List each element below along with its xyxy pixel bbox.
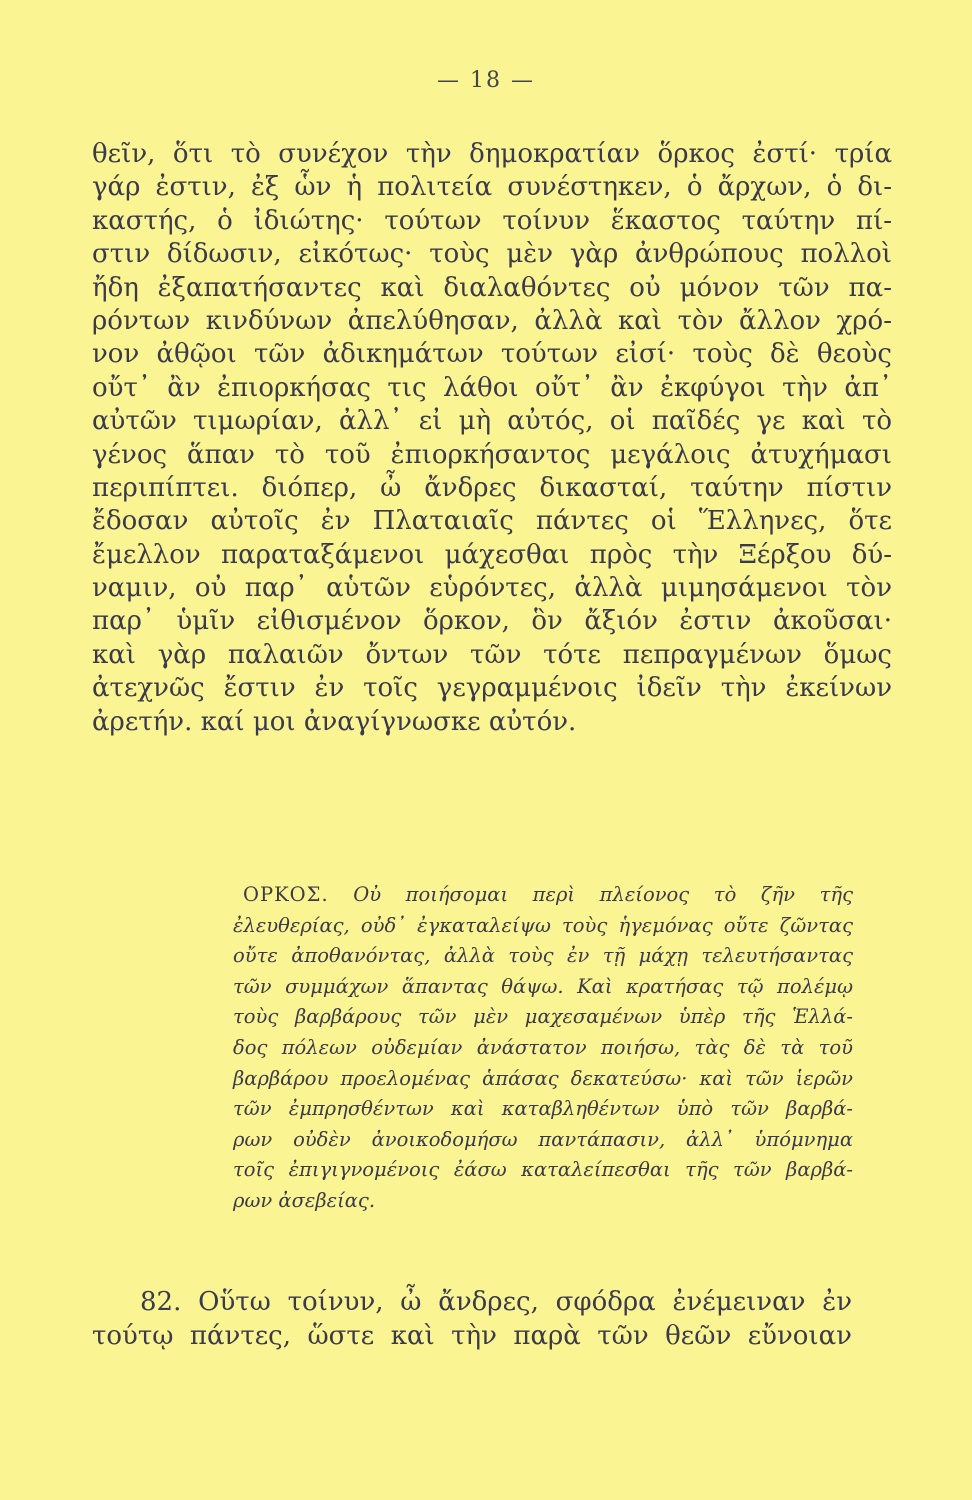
text-line: θεῖν, ὅτι τὸ συνέχον τὴν δημοκρατίαν ὅρκος ἐστί· τρία [92, 139, 892, 169]
text-line: περιπίπτει. διόπερ, ὦ ἄνδρες δικασταί, ταύτην πίστιν [92, 472, 892, 503]
oath-line: τοῖς ἐπιγιγνομένοις ἐάσω καταλείπεσθαι τῆς τῶν βαρβά- [233, 1158, 853, 1182]
text-line: ἔδοσαν αὐτοῖς ἐν Πλαταιαῖς πάντες οἱ Ἕλληνες, ὅτε [92, 506, 892, 537]
oath-line: τῶν ἐμπρησθέντων καὶ καταβληθέντων ὑπὸ τῶν βαρβά- [233, 1097, 853, 1121]
text-line: καστής, ὁ ἰδιώτης· τούτων τοίνυν ἕκαστος ταύτην πί- [92, 205, 892, 236]
main-paragraph [92, 138, 892, 739]
oath-line: τῶν συμμάχων ἅπαντας θάψω. Καὶ κρατήσας τῷ πολέμῳ [233, 974, 853, 998]
text-line: γάρ ἐστιν, ἐξ ὧν ἡ πολιτεία συνέστηκεν, ὁ ἄρχων, ὁ δι- [92, 172, 892, 203]
text-line: αὐτῶν τιμωρίαν, ἀλλ᾽ εἰ μὴ αὐτός, οἱ παῖδές γε καὶ τὸ [92, 406, 892, 437]
text-line: ναμιν, οὐ παρ᾽ αὑτῶν εὑρόντες, ἀλλὰ μιμησάμενοι τὸν [92, 573, 892, 604]
oath-line: ρων ἀσεβείας. [233, 1188, 376, 1212]
text-line: ἀτεχνῶς ἔστιν ἐν τοῖς γεγραμμένοις ἰδεῖν τὴν ἐκείνων [92, 673, 892, 704]
page-number: — 18 — [437, 68, 535, 93]
oath-line: βαρβάρου προελομένας ἁπάσας δεκατεύσω· καὶ τῶν ἱερῶν [233, 1066, 853, 1090]
text-line: τούτῳ πάντες, ὥστε καὶ τὴν παρὰ τῶν θεῶν εὔνοιαν [92, 1321, 852, 1351]
text-line: καὶ γὰρ παλαιῶν ὄντων τῶν τότε πεπραγμένων ὅμως [92, 639, 892, 670]
oath-block [233, 880, 853, 1217]
text-line: ρόντων κινδύνων ἀπελύθησαν, ἀλλὰ καὶ τὸν ἄλλον χρό- [92, 305, 892, 336]
oath-line: ἐλευθερίας, οὐδ᾽ ἐγκαταλείψω τοὺς ἡγεμόνας οὔτε ζῶντας [233, 913, 853, 937]
text-line: παρ᾽ ὑμῖν εἰθισμένον ὅρκον, ὃν ἄξιόν ἐστιν ἀκοῦσαι· [92, 606, 892, 637]
text-line: γένος ἅπαν τὸ τοῦ ἐπιορκήσαντος μεγάλοις ἀτυχήμασι [92, 439, 892, 470]
text-line: 82. Οὕτω τοίνυν, ὦ ἄνδρες, σφόδρα ἐνέμειναν ἐν [140, 1287, 852, 1317]
text-line: οὔτ᾽ ἂν ἐπιορκήσας τις λάθοι οὔτ᾽ ἂν ἐκφύγοι τὴν ἀπ᾽ [92, 372, 892, 403]
text-line: ἀρετήν. καί μοι ἀναγίγνωσκε αὐτόν. [92, 706, 577, 737]
oath-line: οὔτε ἀποθανόντας, ἀλλὰ τοὺς ἐν τῇ μάχῃ τελευτήσαντας [233, 944, 853, 968]
text-line: ἤδη ἐξαπατήσαντες καὶ διαλαθόντες οὐ μόνον τῶν πα- [92, 272, 892, 303]
oath-line: Οὐ ποιήσομαι περὶ πλείονος τὸ ζῆν τῆς [353, 883, 853, 906]
oath-title: ΟΡΚΟΣ. [243, 883, 329, 906]
oath-line: δος πόλεων οὐδεμίαν ἀνάστατον ποιήσω, τὰς δὲ τὰ τοῦ [233, 1035, 853, 1059]
oath-line: ρων οὐδὲν ἀνοικοδομήσω παντάπασιν, ἀλλ᾽ ὑπόμνημα [233, 1127, 853, 1151]
section-82-paragraph [92, 1285, 852, 1353]
text-line: στιν δίδωσιν, εἰκότως· τοὺς μὲν γὰρ ἀνθρώπους πολλοὶ [92, 239, 892, 270]
oath-first-line [233, 880, 853, 911]
text-line: ἔμελλον παραταξάμενοι μάχεσθαι πρὸς τὴν Ξέρξου δύ- [92, 539, 892, 570]
oath-line: τοὺς βαρβάρους τῶν μὲν μαχεσαμένων ὑπὲρ τῆς Ἑλλά- [233, 1005, 853, 1029]
text-line: νον ἀθῷοι τῶν ἀδικημάτων τούτων εἰσί· τοὺς δὲ θεοὺς [92, 339, 892, 370]
